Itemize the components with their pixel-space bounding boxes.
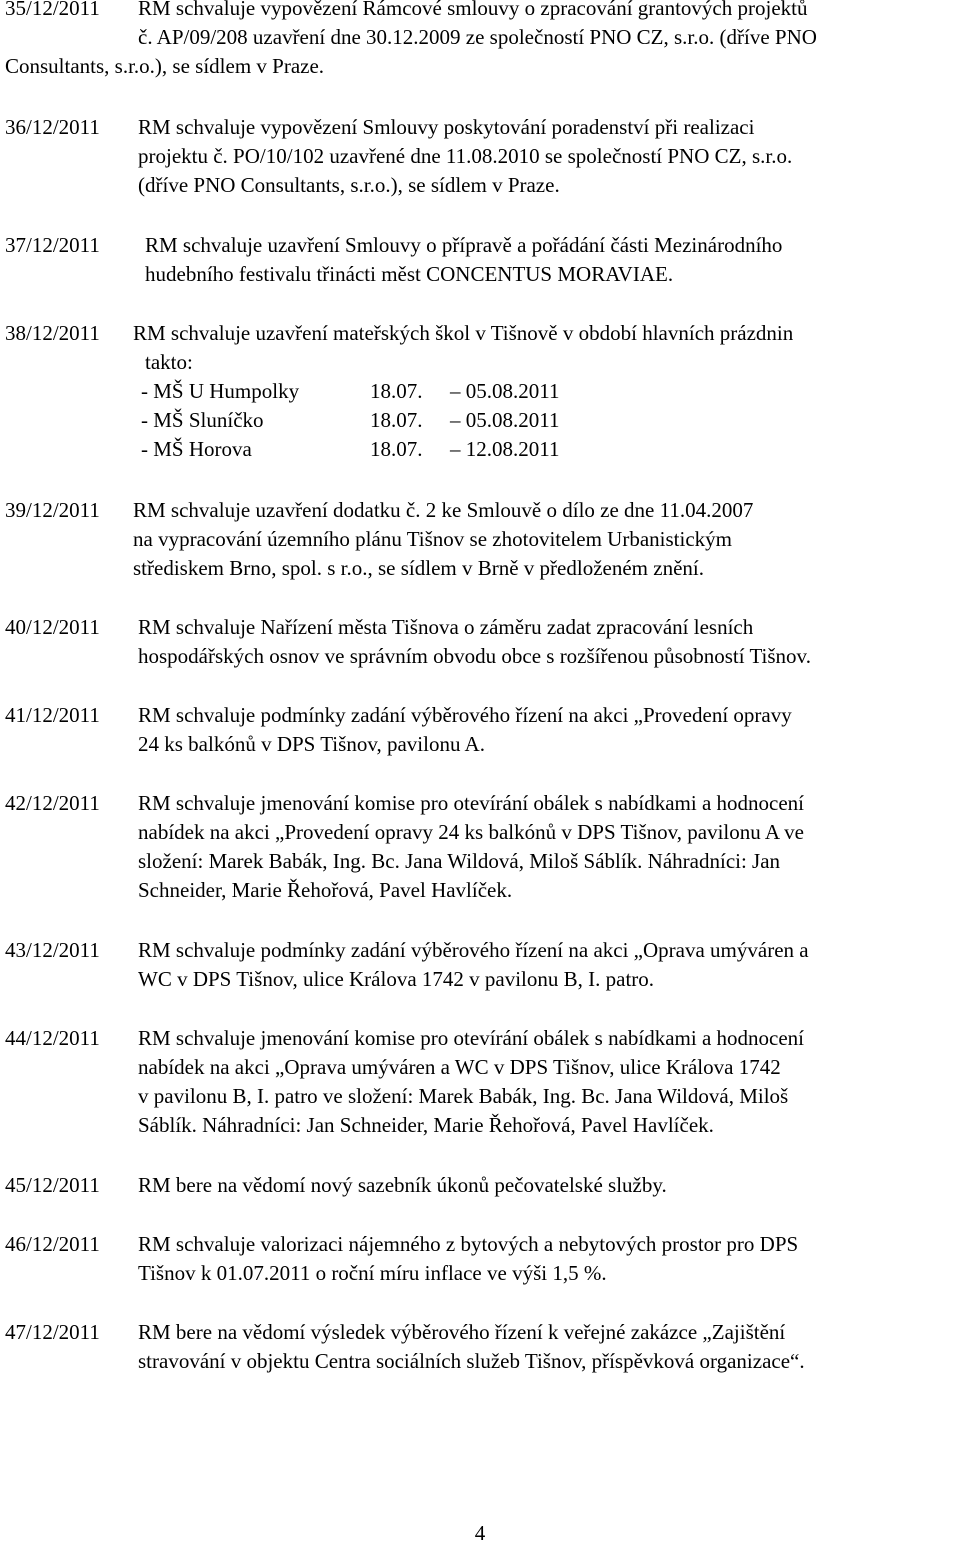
closure-from: 18.07. xyxy=(370,379,423,403)
text-line: RM schvaluje uzavření mateřských škol v Tišnově v období hlavních prázdnin xyxy=(133,321,794,345)
text-line: takto: xyxy=(145,350,193,374)
resolution-text xyxy=(145,231,955,289)
text-line: hudebního festivalu třinácti měst CONCENTUS MORAVIAE. xyxy=(145,262,674,286)
resolution-number: 38/12/2011 xyxy=(5,321,100,345)
text-line: stravování v objektu Centra sociálních služeb Tišnov, příspěvková organizace“. xyxy=(138,1349,805,1373)
school-row xyxy=(141,435,955,464)
text-line: v pavilonu B, I. patro ve složení: Marek Babák, Ing. Bc. Jana Wildová, Miloš xyxy=(138,1084,789,1108)
text-line: RM schvaluje jmenování komise pro otevírání obálek s nabídkami a hodnocení xyxy=(138,1026,805,1050)
resolution-text xyxy=(133,496,955,583)
text-line: (dříve PNO Consultants, s.r.o.), se sídlem v Praze. xyxy=(138,173,560,197)
text-line: nabídek na akci „Provedení opravy 24 ks balkónů v DPS Tišnov, pavilonu A ve xyxy=(138,820,804,844)
resolution-number: 47/12/2011 xyxy=(5,1320,100,1344)
resolution-number: 39/12/2011 xyxy=(5,498,100,522)
resolution-number: 46/12/2011 xyxy=(5,1232,100,1256)
closure-to: – 05.08.2011 xyxy=(450,379,560,403)
resolution-40 xyxy=(5,613,955,671)
text-line: RM schvaluje vypovězení Rámcové smlouvy o zpracování grantových projektů xyxy=(138,0,808,20)
text-line: 24 ks balkónů v DPS Tišnov, pavilonu A. xyxy=(138,732,485,756)
closure-to: – 05.08.2011 xyxy=(450,408,560,432)
text-line: RM bere na vědomí výsledek výběrového řízení k veřejné zakázce „Zajištění xyxy=(138,1320,786,1344)
page-number: 4 xyxy=(474,1521,486,1545)
resolution-number: 41/12/2011 xyxy=(5,703,100,727)
resolution-37 xyxy=(5,231,955,289)
text-line: č. AP/09/208 uzavření dne 30.12.2009 ze společností PNO CZ, s.r.o. (dříve PNO xyxy=(138,25,817,49)
resolution-39 xyxy=(5,496,955,583)
resolution-text xyxy=(138,1318,955,1376)
resolution-text xyxy=(133,319,955,464)
school-name: - MŠ U Humpolky xyxy=(141,379,300,403)
resolution-number: 44/12/2011 xyxy=(5,1026,100,1050)
resolution-46 xyxy=(5,1230,955,1288)
resolution-number: 45/12/2011 xyxy=(5,1173,100,1197)
text-line: Tišnov k 01.07.2011 o roční míru inflace ve výši 1,5 %. xyxy=(138,1261,607,1285)
resolution-number: 40/12/2011 xyxy=(5,615,100,639)
text-line: RM schvaluje jmenování komise pro otevírání obálek s nabídkami a hodnocení xyxy=(138,791,805,815)
closure-from: 18.07. xyxy=(370,437,423,461)
text-line: RM schvaluje uzavření Smlouvy o přípravě a pořádání části Mezinárodního xyxy=(145,233,783,257)
school-name: - MŠ Sluníčko xyxy=(141,408,264,432)
resolution-text xyxy=(138,613,955,671)
resolution-45 xyxy=(5,1171,955,1200)
text-line: RM schvaluje valorizaci nájemného z bytových a nebytových prostor pro DPS xyxy=(138,1232,799,1256)
text-line: WC v DPS Tišnov, ulice Králova 1742 v pavilonu B, I. patro. xyxy=(138,967,655,991)
resolution-text xyxy=(138,1171,955,1200)
resolution-43 xyxy=(5,936,955,994)
text-line: RM schvaluje uzavření dodatku č. 2 ke Smlouvě o dílo ze dne 11.04.2007 xyxy=(133,498,754,522)
school-row xyxy=(141,406,955,435)
resolution-text xyxy=(138,113,955,200)
text-line: Consultants, s.r.o.), se sídlem v Praze. xyxy=(5,54,325,78)
text-line: Sáblík. Náhradníci: Jan Schneider, Marie Řehořová, Pavel Havlíček. xyxy=(138,1113,714,1137)
resolution-47 xyxy=(5,1318,955,1376)
text-line: složení: Marek Babák, Ing. Bc. Jana Wildová, Miloš Sáblík. Náhradníci: Jan xyxy=(138,849,781,873)
resolution-42 xyxy=(5,789,955,905)
text-line: RM schvaluje Nařízení města Tišnova o záměru zadat zpracování lesních xyxy=(138,615,754,639)
resolution-number: 35/12/2011 xyxy=(5,0,100,20)
text-line: Schneider, Marie Řehořová, Pavel Havlíček. xyxy=(138,878,513,902)
text-line: na vypracování územního plánu Tišnov se zhotovitelem Urbanistickým xyxy=(133,527,732,551)
resolution-44 xyxy=(5,1024,955,1140)
text-line: RM bere na vědomí nový sazebník úkonů pečovatelské služby. xyxy=(138,1173,667,1197)
resolution-text xyxy=(138,701,955,759)
resolution-text xyxy=(138,936,955,994)
school-name: - MŠ Horova xyxy=(141,437,252,461)
closure-from: 18.07. xyxy=(370,408,423,432)
text-line: hospodářských osnov ve správním obvodu obce s rozšířenou působností Tišnov. xyxy=(138,644,811,668)
resolution-38 xyxy=(5,319,955,464)
text-line: projektu č. PO/10/102 uzavřené dne 11.08.2010 se společností PNO CZ, s.r.o. xyxy=(138,144,793,168)
resolution-text xyxy=(138,789,955,905)
text-line: RM schvaluje podmínky zadání výběrového řízení na akci „Provedení opravy xyxy=(138,703,792,727)
resolution-number: 36/12/2011 xyxy=(5,115,100,139)
text-line: střediskem Brno, spol. s r.o., se sídlem v Brně v předloženém znění. xyxy=(133,556,704,580)
resolution-number: 43/12/2011 xyxy=(5,938,100,962)
resolution-text xyxy=(138,1024,955,1140)
resolution-41 xyxy=(5,701,955,759)
resolution-36 xyxy=(5,113,955,200)
school-list xyxy=(141,377,955,464)
text-line: RM schvaluje podmínky zadání výběrového řízení na akci „Oprava umýváren a xyxy=(138,938,809,962)
resolution-text xyxy=(138,1230,955,1288)
text-line: RM schvaluje vypovězení Smlouvy poskytování poradenství při realizaci xyxy=(138,115,755,139)
resolution-35 xyxy=(5,0,955,81)
school-row xyxy=(141,377,955,406)
resolution-number: 42/12/2011 xyxy=(5,791,100,815)
resolution-number: 37/12/2011 xyxy=(5,233,100,257)
closure-to: – 12.08.2011 xyxy=(450,437,560,461)
text-line: nabídek na akci „Oprava umýváren a WC v DPS Tišnov, ulice Králova 1742 xyxy=(138,1055,781,1079)
